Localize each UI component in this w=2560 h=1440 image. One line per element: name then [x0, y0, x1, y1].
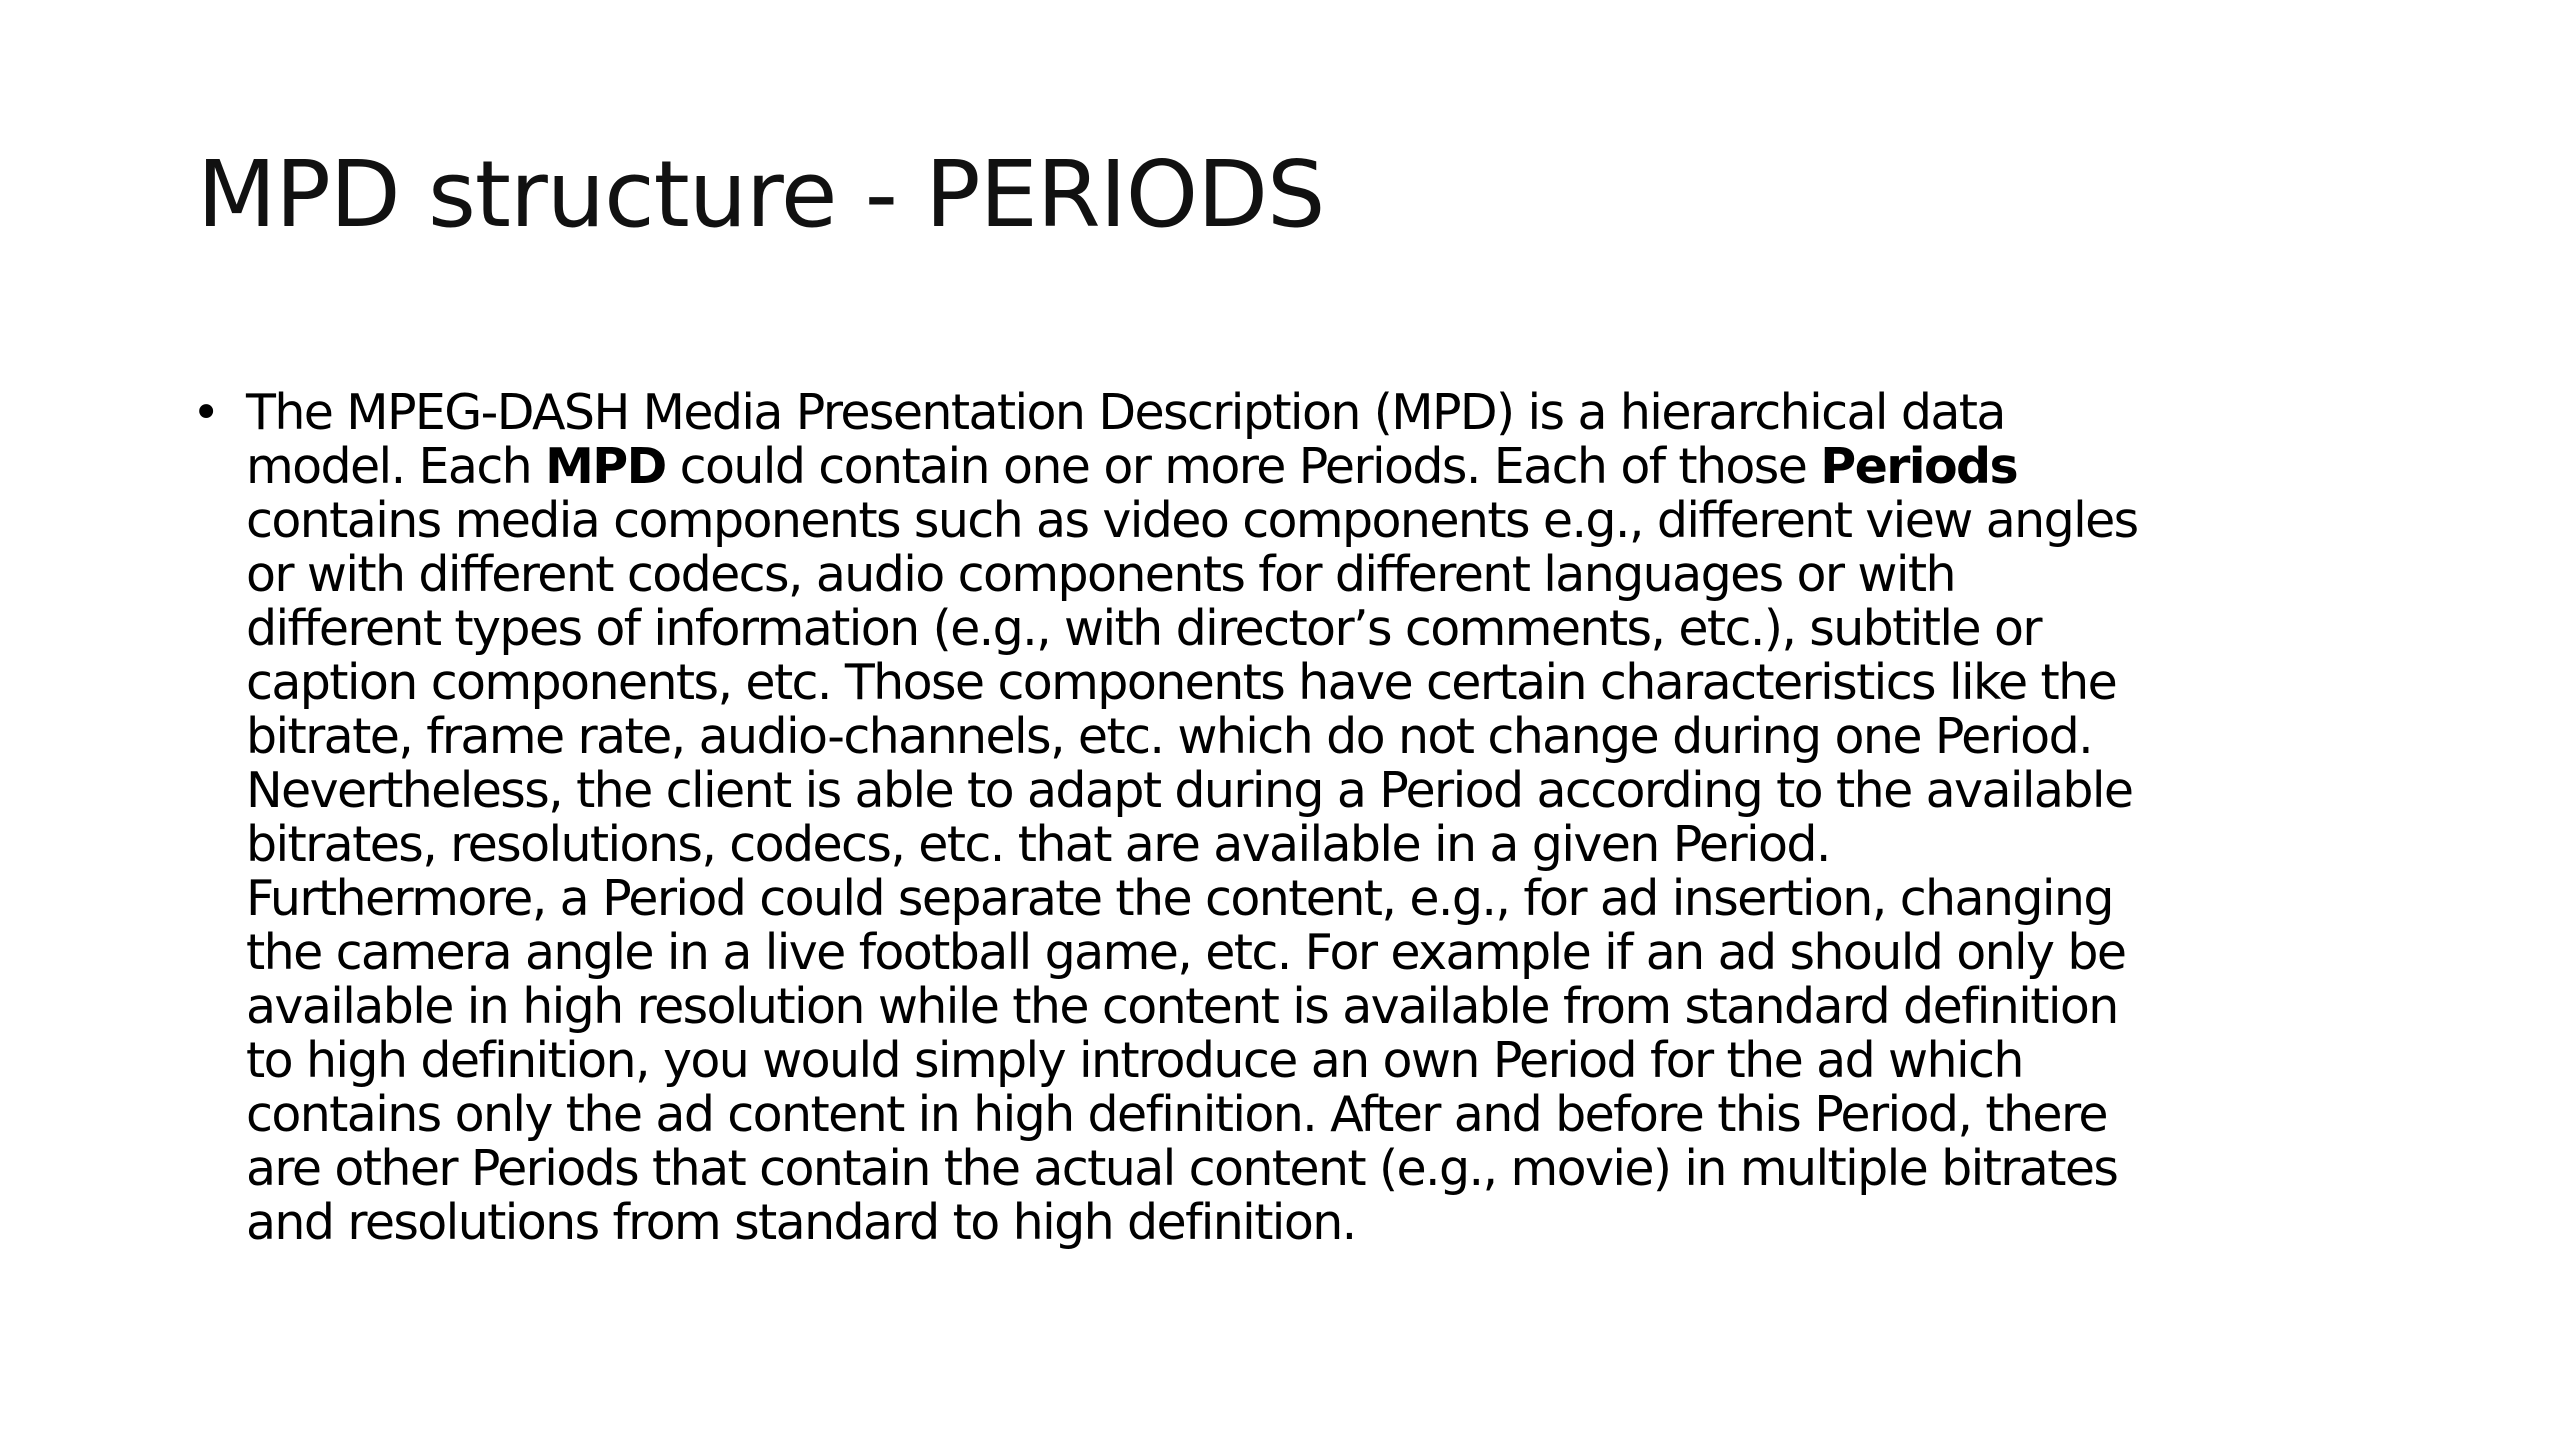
text-line — [246, 980, 2412, 1034]
text-line — [246, 1142, 2412, 1196]
text-line — [246, 764, 2412, 818]
text-run: Nevertheless, the client is able to adapt during a Period according to the available — [246, 762, 2133, 819]
text-run: bitrates, resolutions, codecs, etc. that are available in a given Period. — [246, 816, 1830, 873]
text-run: could contain one or more Periods. Each of those — [665, 438, 1821, 495]
text-line — [246, 656, 2412, 710]
text-run: contains only the ad content in high definition. After and before this Period, there — [246, 1086, 2107, 1143]
text-run: model. Each — [246, 438, 546, 495]
text-run: available in high resolution while the content is available from standard definition — [246, 978, 2118, 1035]
text-line — [246, 602, 2412, 656]
text-run: caption components, etc. Those components have certain characteristics like the — [246, 654, 2117, 711]
text-line — [246, 440, 2412, 494]
text-line — [246, 386, 2412, 440]
text-line — [246, 872, 2412, 926]
slide-title: MPD structure - PERIODS — [197, 141, 1325, 248]
text-run: bitrate, frame rate, audio-channels, etc. which do not change during one Period. — [246, 708, 2093, 765]
text-line — [246, 1196, 2412, 1250]
bullet-icon: • — [192, 385, 221, 441]
text-run: the camera angle in a live football game, etc. For example if an ad should only be — [246, 924, 2126, 981]
text-run: and resolutions from standard to high definition. — [246, 1194, 1356, 1251]
text-line — [246, 1088, 2412, 1142]
bullet-text — [246, 386, 2412, 1250]
text-line — [246, 548, 2412, 602]
text-run: or with different codecs, audio components for different languages or with — [246, 546, 1955, 603]
text-run: The MPEG-DASH Media Presentation Description (MPD) is a hierarchical data — [246, 384, 2005, 441]
text-line — [246, 1034, 2412, 1088]
text-run: to high definition, you would simply introduce an own Period for the ad which — [246, 1032, 2023, 1089]
bold-term: MPD — [545, 438, 666, 495]
bullet-item — [192, 386, 2412, 1250]
text-line — [246, 926, 2412, 980]
text-line — [246, 494, 2412, 548]
text-run: Furthermore, a Period could separate the content, e.g., for ad insertion, changing — [246, 870, 2113, 927]
bold-term: Periods — [1820, 438, 2018, 495]
text-run: contains media components such as video components e.g., different view angles — [246, 492, 2138, 549]
text-line — [246, 710, 2412, 764]
text-line — [246, 818, 2412, 872]
text-run: different types of information (e.g., with director’s comments, etc.), subtitle or — [246, 600, 2041, 657]
text-run: are other Periods that contain the actual content (e.g., movie) in multiple bitrates — [246, 1140, 2118, 1197]
